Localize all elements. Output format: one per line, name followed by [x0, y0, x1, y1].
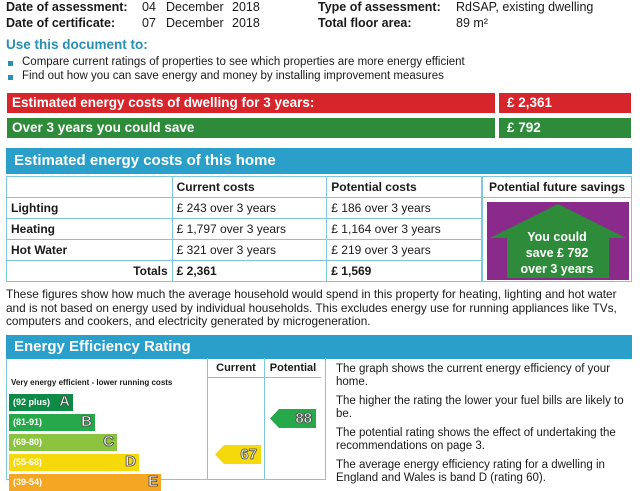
potential-rating-arrow: 88: [270, 409, 316, 428]
floor-area-label: Total floor area:: [318, 16, 412, 30]
costs-explanation: These figures show how much the average household would spend in this property for heating, lighting and hot water and is not based on energy used by individual households. This excludes energy use for running appliances like TVs, computers and cookers, and electricity generated by microgeneration.: [6, 287, 617, 328]
energy-costs-heading: Estimated energy costs of this home: [6, 148, 632, 174]
band-d: (55-68) D: [9, 454, 139, 471]
current-cost-cell: £ 243 over 3 years: [172, 198, 327, 219]
assessment-year: 2018: [232, 0, 260, 14]
chart-divider: [207, 377, 321, 378]
totals-current: £ 2,361: [172, 261, 327, 282]
savings-label: Over 3 years you could save: [7, 118, 495, 138]
band-b: (81-91) B: [9, 414, 95, 431]
table-header-potential: Potential costs: [327, 177, 482, 198]
totals-label: Totals: [7, 261, 173, 282]
current-rating-arrow: 67: [215, 445, 261, 464]
certificate-day: 07: [142, 16, 156, 30]
band-c: (69-80) C: [9, 434, 117, 451]
assessment-day: 04: [142, 0, 156, 14]
estimated-cost-value: £ 2,361: [497, 93, 631, 113]
assessment-date-label: Date of assessment:: [6, 0, 128, 14]
row-label: Lighting: [7, 198, 173, 219]
current-cost-cell: £ 321 over 3 years: [172, 240, 327, 261]
list-item: Find out how you can save energy and money by installing improvement measures: [6, 70, 465, 84]
estimated-cost-label: Estimated energy costs of dwelling for 3 years:: [7, 93, 495, 113]
totals-potential: £ 1,569: [327, 261, 482, 282]
table-header-row: [7, 177, 482, 198]
note-paragraph: The higher the rating the lower your fuel bills are likely to be.: [336, 395, 624, 420]
assessment-month: December: [166, 0, 224, 14]
future-savings-header: Potential future savings: [483, 177, 631, 198]
table-row: [7, 198, 482, 219]
certificate-year: 2018: [232, 16, 260, 30]
estimated-cost-bar: [6, 92, 632, 114]
potential-column-header: Potential: [269, 362, 317, 374]
floor-area-value: 89 m²: [456, 16, 488, 30]
bullet-icon: [8, 75, 13, 80]
future-savings-panel: [482, 176, 632, 282]
energy-efficiency-heading: Energy Efficiency Rating: [6, 335, 632, 359]
energy-efficiency-chart: [6, 358, 326, 490]
table-header-empty: [7, 177, 173, 198]
potential-cost-cell: £ 219 over 3 years: [327, 240, 482, 261]
band-a: (92 plus) A: [9, 394, 73, 411]
note-paragraph: The graph shows the current energy efficiency of your home.: [336, 363, 611, 388]
future-savings-text: You could save £ 792 over 3 years: [520, 230, 594, 276]
band-e: (39-54) E: [9, 474, 161, 491]
use-document-list: [6, 56, 465, 84]
current-cost-cell: £ 1,797 over 3 years: [172, 219, 327, 240]
assessment-type-value: RdSAP, existing dwelling: [456, 0, 594, 14]
savings-value: £ 792: [497, 118, 631, 138]
potential-cost-cell: £ 1,164 over 3 years: [327, 219, 482, 240]
list-item: Compare current ratings of properties to see which properties are more energy efficient: [6, 56, 465, 70]
certificate-date-label: Date of certificate:: [6, 16, 116, 30]
efficiency-notes: [336, 363, 632, 491]
savings-bar: [6, 117, 632, 139]
bullet-icon: [8, 61, 13, 66]
energy-costs-table: [6, 176, 482, 282]
certificate-meta: [6, 0, 634, 34]
totals-row: [7, 261, 482, 282]
efficiency-top-label: Very energy efficient - lower running costs: [11, 378, 173, 387]
table-row: [7, 219, 482, 240]
current-column-header: Current: [216, 362, 256, 374]
note-paragraph: The potential rating shows the effect of undertaking the recommendations on page 3.: [336, 427, 616, 452]
assessment-type-label: Type of assessment:: [318, 0, 441, 14]
table-row: [7, 240, 482, 261]
certificate-month: December: [166, 16, 224, 30]
use-document-title: Use this document to:: [6, 37, 148, 52]
row-label: Heating: [7, 219, 173, 240]
note-paragraph: The average energy efficiency rating for a dwelling in England and Wales is band D (rating 60).: [336, 459, 605, 484]
row-label: Hot Water: [7, 240, 173, 261]
table-header-current: Current costs: [172, 177, 327, 198]
potential-cost-cell: £ 186 over 3 years: [327, 198, 482, 219]
